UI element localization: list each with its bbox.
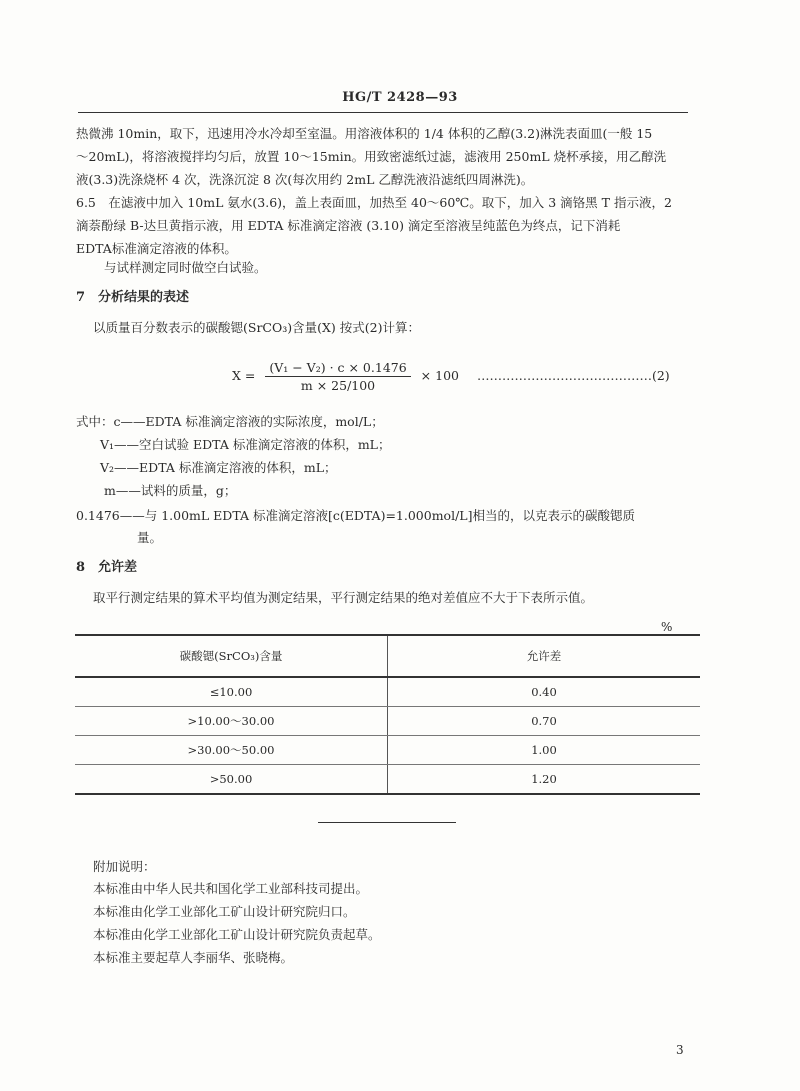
end-rule (318, 822, 456, 823)
var-description: ——EDTA 标准滴定溶液的体积，mL； (114, 460, 337, 475)
paragraph-line: 6.5 在滤液中加入 10mL 氨水(3.6)，盖上表面皿，加热至 40～60℃。取下，加入 3 滴铬黑 T 指示液，2 (76, 195, 672, 210)
var-def-row (100, 456, 337, 479)
table-header-cell: 碳酸锶(SrCO₃)含量 (75, 635, 388, 677)
table-header-cell: 允许差 (388, 635, 701, 677)
paragraph-line: 滴萘酚绿 B-达旦黄指示液，用 EDTA 标准滴定溶液 (3.10) 滴定至溶液呈纯蓝色为终点，记下消耗 (76, 218, 621, 233)
table-header-row (75, 635, 700, 677)
table-cell: 0.40 (388, 677, 701, 707)
var-symbol: V₂ (100, 460, 115, 475)
var-description: ——空白试验 EDTA 标准滴定溶液的体积，mL； (114, 437, 391, 452)
section-8-heading: 8 允许差 (76, 560, 138, 575)
table-row (75, 707, 700, 736)
var-description: 量。 (137, 530, 163, 545)
var-symbol: 0.1476 (76, 508, 120, 523)
var-description: ——试料的质量，g； (115, 483, 237, 498)
header-rule (78, 112, 688, 113)
table-cell: 1.20 (388, 765, 701, 795)
var-def-row (137, 526, 162, 549)
formula-tail: × 100 (420, 368, 459, 383)
table-cell: >30.00～50.00 (75, 736, 388, 765)
var-def-row (104, 479, 236, 502)
formula-denominator: m × 25/100 (300, 378, 376, 393)
table-cell: ≤10.00 (75, 677, 388, 707)
standard-code-header: HG/T 2428—93 (342, 90, 458, 105)
note-line: 本标准由中华人民共和国化学工业部科技司提出。 (93, 881, 369, 896)
var-symbol: 式中：c (76, 414, 121, 429)
table-row (75, 677, 700, 707)
note-line: 本标准由化学工业部化工矿山设计研究院归口。 (93, 904, 356, 919)
formula-number: ……………………………………(2) (476, 368, 670, 383)
note-line: 本标准由化学工业部化工矿山设计研究院负责起草。 (93, 927, 381, 942)
table-cell: >50.00 (75, 765, 388, 795)
paragraph-line: ～20mL)，将溶液搅拌均匀后，放置 10～15min。用致密滤纸过滤，滤液用 250mL 烧杯承接，用乙醇洗 (76, 149, 667, 164)
var-symbol: V₁ (100, 437, 115, 452)
blank-test-note: 与试样测定同时做空白试验。 (104, 260, 267, 275)
section-8-intro: 取平行测定结果的算术平均值为测定结果，平行测定结果的绝对差值应不大于下表所示值。 (93, 590, 594, 605)
formula-2 (232, 360, 670, 393)
paragraph-line: 液(3.3)洗涤烧杯 4 次，洗涤沉淀 8 次(每次用约 2mL 乙醇洗液沿滤纸四周淋洗)。 (76, 172, 534, 187)
var-def-row (76, 504, 635, 527)
table-unit: % (661, 620, 673, 634)
note-line: 本标准主要起草人李丽华、张晓梅。 (93, 950, 294, 965)
table-cell: 1.00 (388, 736, 701, 765)
section-7-intro: 以质量百分数表示的碳酸锶(SrCO₃)含量(X) 按式(2)计算： (93, 320, 420, 335)
formula-numerator: (V₁ − V₂) · c × 0.1476 (265, 360, 410, 377)
tolerance-table (75, 634, 700, 795)
section-7-heading: 7 分析结果的表述 (76, 290, 190, 305)
var-symbol: m (104, 483, 116, 498)
paragraph-line: EDTA标准滴定溶液的体积。 (76, 241, 237, 256)
page-number: 3 (676, 1043, 684, 1057)
table-row (75, 765, 700, 795)
notes-title: 附加说明： (93, 859, 156, 874)
table-row (75, 736, 700, 765)
var-description: ——与 1.00mL EDTA 标准滴定溶液[c(EDTA)=1.000mol/L]相当的，以克表示的碳酸锶质 (119, 508, 635, 523)
paragraph-line: 热微沸 10min，取下，迅速用冷水冷却至室温。用溶液体积的 1/4 体积的乙醇(3.2)淋洗表面皿(一般 15 (76, 126, 653, 141)
var-def-row (100, 433, 390, 456)
table-cell: 0.70 (388, 707, 701, 736)
table-cell: >10.00～30.00 (75, 707, 388, 736)
var-def-row (76, 410, 384, 433)
formula-lhs: X = (232, 368, 256, 383)
formula-fraction (265, 360, 410, 393)
var-description: ——EDTA 标准滴定溶液的实际浓度，mol/L； (120, 414, 384, 429)
